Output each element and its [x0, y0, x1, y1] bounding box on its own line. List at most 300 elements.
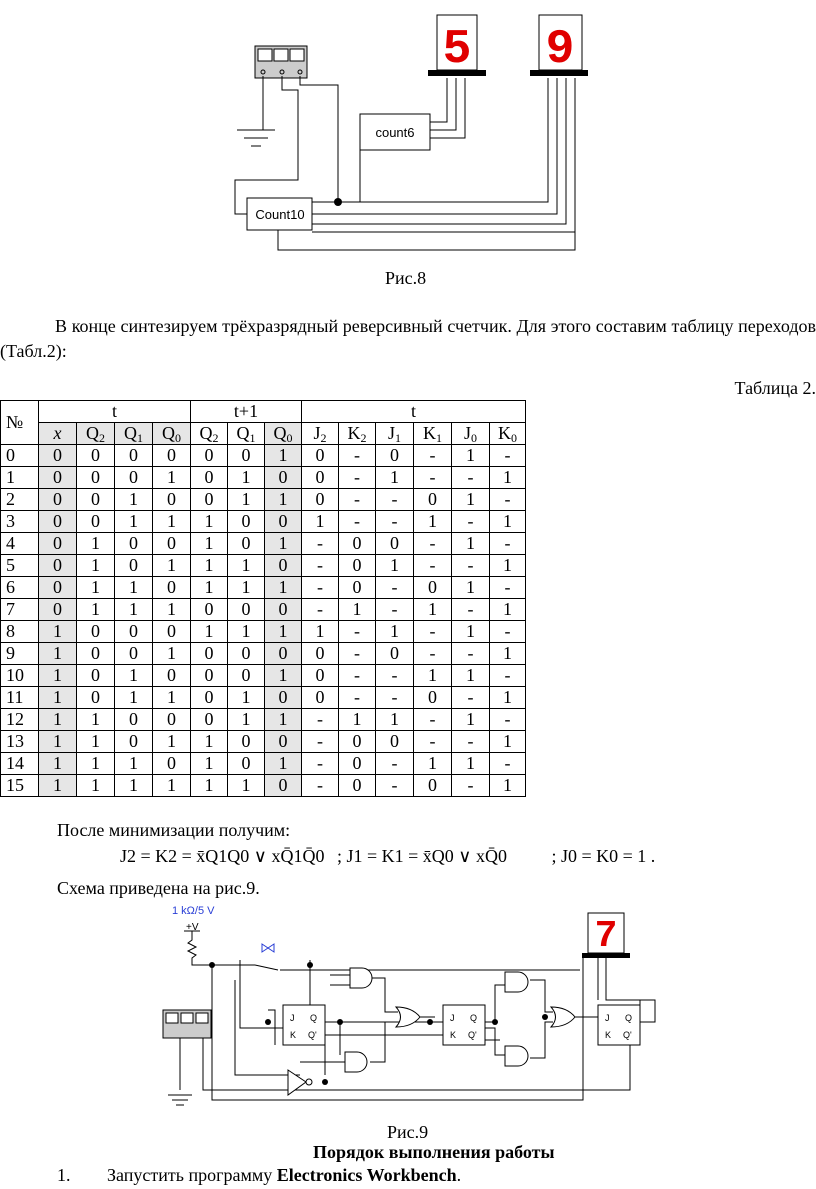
table-cell: - — [302, 555, 339, 577]
table-cell: 0 — [77, 445, 115, 467]
table-cell: 1 — [414, 665, 452, 687]
table-cell: 0 — [153, 665, 191, 687]
table-cell: 0 — [77, 467, 115, 489]
table-cell: 0 — [414, 775, 452, 797]
svg-text:Q': Q' — [308, 1030, 317, 1040]
subheader-cell: $Q_0$ — [265, 423, 302, 445]
table-row — [1, 643, 526, 665]
table-cell: 1 — [302, 621, 339, 643]
table-cell: 7 — [1, 599, 39, 621]
table-cell: 6 — [1, 577, 39, 599]
table-cell: 1 — [376, 555, 414, 577]
table-cell: 5 — [1, 555, 39, 577]
switch-icon — [262, 944, 274, 952]
table-cell: 1 — [265, 665, 302, 687]
subheader-cell: $K_0$ — [490, 423, 526, 445]
display-left-digit: 5 — [442, 23, 472, 77]
table-cell: 0 — [115, 731, 153, 753]
table-cell: - — [490, 621, 526, 643]
table-cell: 0 — [265, 599, 302, 621]
table-cell: 1 — [265, 621, 302, 643]
table-cell: 0 — [302, 665, 339, 687]
table-cell: 1 — [452, 621, 490, 643]
table-cell: 1 — [115, 775, 153, 797]
table-cell: - — [339, 467, 376, 489]
figure-8-caption: Рис.8 — [385, 268, 427, 288]
table-cell: 1 — [39, 753, 77, 775]
table-cell: 0 — [191, 445, 228, 467]
display-digit: 7 — [594, 915, 618, 958]
svg-text:Q': Q' — [468, 1030, 477, 1040]
table-cell: 0 — [339, 577, 376, 599]
table-cell: 3 — [1, 511, 39, 533]
table-cell: - — [376, 489, 414, 511]
table-cell: 1 — [77, 555, 115, 577]
table-cell: 1 — [191, 555, 228, 577]
table-row — [1, 665, 526, 687]
table-row — [1, 731, 526, 753]
table-cell: 0 — [153, 621, 191, 643]
table-cell: 0 — [115, 533, 153, 555]
table-cell: 1 — [265, 533, 302, 555]
table-cell: 1 — [77, 599, 115, 621]
table-cell: 1 — [153, 643, 191, 665]
table-cell: 0 — [228, 753, 265, 775]
table-cell: 1 — [153, 555, 191, 577]
table-cell: 1 — [490, 599, 526, 621]
table-row — [1, 489, 526, 511]
table-cell: 0 — [191, 709, 228, 731]
table-row — [1, 511, 526, 533]
generator-icon — [255, 46, 307, 78]
table-cell: 1 — [77, 753, 115, 775]
table-cell: 1 — [228, 489, 265, 511]
table-cell: 0 — [77, 687, 115, 709]
seven-segment-display — [582, 913, 630, 958]
table-cell: - — [376, 665, 414, 687]
table-cell: 0 — [153, 753, 191, 775]
table-cell: 11 — [1, 687, 39, 709]
transition-table — [0, 400, 526, 797]
table-cell: 1 — [265, 489, 302, 511]
table-cell: - — [302, 533, 339, 555]
subheader-cell: $Q_2$ — [77, 423, 115, 445]
table-cell: 0 — [191, 467, 228, 489]
table-cell: - — [339, 511, 376, 533]
table-cell: 1 — [452, 753, 490, 775]
after-minimization-text: После минимизации получим: — [57, 820, 291, 840]
seven-segment-display-left — [428, 15, 486, 77]
table-cell: 0 — [265, 467, 302, 489]
table-cell: 1 — [339, 599, 376, 621]
table-row — [1, 599, 526, 621]
table-cell: 0 — [302, 643, 339, 665]
table-row — [1, 753, 526, 775]
header-t1: t+1 — [191, 401, 302, 423]
table-cell: 1 — [191, 577, 228, 599]
table-cell: 0 — [228, 643, 265, 665]
table-cell: 0 — [77, 511, 115, 533]
table-cell: - — [414, 467, 452, 489]
table-cell: 0 — [302, 467, 339, 489]
table-cell: - — [339, 489, 376, 511]
table-cell: 1 — [228, 577, 265, 599]
table-cell: 1 — [452, 489, 490, 511]
step-1-number: 1. — [57, 1165, 71, 1185]
table-cell: - — [490, 577, 526, 599]
table-cell: 0 — [191, 599, 228, 621]
subheader-cell: $Q_2$ — [191, 423, 228, 445]
table-cell: 1 — [153, 467, 191, 489]
table-cell: 1 — [115, 753, 153, 775]
subheader-cell: $J_0$ — [452, 423, 490, 445]
table-cell: 4 — [1, 533, 39, 555]
table-cell: - — [339, 445, 376, 467]
svg-text:Q': Q' — [623, 1030, 632, 1040]
table-cell: 1 — [115, 599, 153, 621]
table-cell: 1 — [376, 467, 414, 489]
table-cell: 1 — [490, 467, 526, 489]
table-cell: - — [414, 621, 452, 643]
table-cell: - — [414, 709, 452, 731]
table-cell: - — [302, 753, 339, 775]
table-cell: - — [339, 687, 376, 709]
table-cell: 1 — [490, 511, 526, 533]
table-cell: 1 — [228, 775, 265, 797]
table-cell: - — [414, 555, 452, 577]
table-cell: 1 — [228, 621, 265, 643]
table-cell: 0 — [39, 467, 77, 489]
table-cell: 1 — [153, 731, 191, 753]
table-cell: 0 — [265, 555, 302, 577]
table-cell: 0 — [153, 577, 191, 599]
table-cell: 1 — [490, 643, 526, 665]
table-cell: 0 — [191, 665, 228, 687]
table-cell: 0 — [39, 555, 77, 577]
table-cell: 0 — [115, 621, 153, 643]
generator-icon — [163, 1010, 211, 1038]
table-cell: 9 — [1, 643, 39, 665]
display-right-digit: 9 — [545, 23, 575, 77]
table-cell: 0 — [339, 775, 376, 797]
svg-text:Q: Q — [310, 1013, 318, 1023]
table-cell: - — [452, 511, 490, 533]
source-label: 1 kΩ/5 V — [172, 905, 215, 917]
table-cell: 0 — [115, 445, 153, 467]
svg-text:J: J — [290, 1013, 295, 1023]
table-cell: 1 — [115, 577, 153, 599]
table-cell: - — [376, 753, 414, 775]
table-cell: 1 — [77, 731, 115, 753]
not-gate-icon — [288, 1070, 312, 1095]
table-cell: 1 — [191, 533, 228, 555]
table-cell: 1 — [39, 687, 77, 709]
table-cell: 1 — [115, 489, 153, 511]
table-cell: 1 — [490, 555, 526, 577]
table-cell: - — [302, 599, 339, 621]
table-cell: - — [376, 599, 414, 621]
table-cell: 0 — [376, 643, 414, 665]
table-cell: 10 — [1, 665, 39, 687]
table-cell: 1 — [490, 731, 526, 753]
figure-9-caption: Рис.9 — [387, 1122, 429, 1142]
table-row — [1, 621, 526, 643]
table-cell: 1 — [228, 555, 265, 577]
table-cell: 0 — [265, 511, 302, 533]
table-cell: 1 — [77, 577, 115, 599]
table-cell: - — [302, 731, 339, 753]
svg-text:K: K — [605, 1030, 612, 1040]
table-cell: 0 — [339, 555, 376, 577]
table-cell: - — [376, 775, 414, 797]
table-cell: 1 — [265, 577, 302, 599]
table-cell: 1 — [153, 511, 191, 533]
count10-label: Count10 — [255, 207, 305, 222]
table-cell: 0 — [228, 599, 265, 621]
header-number: № — [1, 401, 39, 445]
table-cell: - — [339, 621, 376, 643]
table-cell: 0 — [302, 445, 339, 467]
table-cell: 0 — [1, 445, 39, 467]
table-cell: 0 — [265, 731, 302, 753]
table-cell: 0 — [39, 577, 77, 599]
table-cell: 1 — [490, 775, 526, 797]
subheader-cell: $Q_1$ — [228, 423, 265, 445]
table-cell: 1 — [191, 731, 228, 753]
table-cell: - — [302, 775, 339, 797]
table-cell: - — [452, 467, 490, 489]
table-cell: 1 — [39, 731, 77, 753]
table-cell: 8 — [1, 621, 39, 643]
header-t-outputs: t — [302, 401, 526, 423]
table-cell: 1 — [265, 445, 302, 467]
table-cell: 0 — [39, 533, 77, 555]
table-cell: 0 — [228, 665, 265, 687]
subheader-cell: $K_1$ — [414, 423, 452, 445]
table-cell: 1 — [153, 687, 191, 709]
table-cell: 1 — [115, 665, 153, 687]
table-cell: 1 — [1, 467, 39, 489]
table-cell: 1 — [228, 687, 265, 709]
table-cell: 0 — [39, 489, 77, 511]
formula-line — [120, 846, 655, 867]
table-cell: 14 — [1, 753, 39, 775]
table-row — [1, 709, 526, 731]
table-cell: 1 — [414, 753, 452, 775]
table-cell: 1 — [302, 511, 339, 533]
table-cell: 1 — [77, 533, 115, 555]
svg-text:K: K — [450, 1030, 457, 1040]
svg-text:Q: Q — [470, 1013, 478, 1023]
table-cell: 0 — [414, 577, 452, 599]
table-row — [1, 577, 526, 599]
table-cell: 0 — [339, 731, 376, 753]
count6-label: count6 — [375, 125, 415, 140]
table-cell: - — [452, 731, 490, 753]
table-cell: 0 — [153, 489, 191, 511]
formula-part-2: ; J1 = K1 = x̄Q0 ∨ xQ̄0 — [336, 846, 507, 866]
table-cell: - — [452, 643, 490, 665]
table-cell: - — [490, 445, 526, 467]
table-cell: 1 — [39, 709, 77, 731]
table-row — [1, 467, 526, 489]
table-cell: - — [452, 687, 490, 709]
table-cell: 1 — [228, 709, 265, 731]
table-cell: 1 — [452, 533, 490, 555]
seven-segment-display-right — [530, 15, 588, 77]
table-cell: 0 — [339, 753, 376, 775]
ground-icon — [168, 1038, 192, 1105]
table-cell: 12 — [1, 709, 39, 731]
table-cell: 2 — [1, 489, 39, 511]
intro-paragraph: В конце синтезируем трёхразрядный реверсивный счетчик. Для этого составим таблицу переходов (Табл.2): — [0, 316, 816, 361]
table-cell: 0 — [115, 467, 153, 489]
table-cell: 1 — [228, 467, 265, 489]
table-cell: 1 — [414, 599, 452, 621]
svg-text:K: K — [290, 1030, 297, 1040]
subheader-cell: $J_1$ — [376, 423, 414, 445]
table-cell: 1 — [39, 775, 77, 797]
table-cell: 15 — [1, 775, 39, 797]
formula-part-1: J2 = K2 = x̄Q1Q0 ∨ xQ̄1Q̄0 — [120, 846, 325, 866]
table-row — [1, 687, 526, 709]
table-cell: - — [490, 533, 526, 555]
table-label: Таблица 2. — [734, 378, 816, 398]
table-row — [1, 445, 526, 467]
table-cell: 0 — [77, 665, 115, 687]
table-cell: 1 — [191, 753, 228, 775]
table-cell: - — [414, 445, 452, 467]
table-cell: 1 — [452, 665, 490, 687]
table-cell: 1 — [191, 511, 228, 533]
table-cell: 1 — [265, 709, 302, 731]
table-cell: - — [376, 511, 414, 533]
jk-flipflop-icon — [598, 1005, 640, 1045]
jk-flipflop-icon — [443, 1005, 485, 1045]
table-cell: - — [414, 533, 452, 555]
table-cell: 0 — [153, 445, 191, 467]
table-cell: 0 — [191, 643, 228, 665]
table-cell: 0 — [228, 533, 265, 555]
table-cell: 1 — [452, 445, 490, 467]
table-cell: 1 — [77, 709, 115, 731]
svg-text:Q: Q — [625, 1013, 633, 1023]
table-cell: 0 — [414, 489, 452, 511]
table-cell: 1 — [452, 709, 490, 731]
table-cell: - — [376, 687, 414, 709]
table-cell: 0 — [39, 599, 77, 621]
subheader-cell: $J_2$ — [302, 423, 339, 445]
table-cell: 0 — [265, 643, 302, 665]
table-cell: 0 — [39, 445, 77, 467]
table-cell: - — [490, 709, 526, 731]
table-cell: 1 — [191, 775, 228, 797]
table-cell: 0 — [153, 533, 191, 555]
table-cell: 0 — [153, 709, 191, 731]
table-cell: 1 — [39, 665, 77, 687]
table-cell: - — [302, 577, 339, 599]
table-cell: 0 — [376, 445, 414, 467]
table-cell: 0 — [376, 731, 414, 753]
table-row — [1, 533, 526, 555]
table-cell: - — [452, 555, 490, 577]
table-cell: 1 — [414, 511, 452, 533]
table-cell: 0 — [265, 775, 302, 797]
step-1-end: . — [456, 1165, 462, 1185]
table-cell: 0 — [77, 643, 115, 665]
subheader-cell: x — [39, 423, 77, 445]
table-cell: 0 — [414, 687, 452, 709]
table-cell: 1 — [191, 621, 228, 643]
table-cell: 1 — [339, 709, 376, 731]
svg-text:J: J — [605, 1013, 610, 1023]
table-cell: - — [376, 577, 414, 599]
step-1-program: Electronics Workbench — [276, 1165, 457, 1185]
figure-9-circuit — [0, 900, 816, 1120]
subheader-cell: $K_2$ — [339, 423, 376, 445]
table-cell: 0 — [191, 687, 228, 709]
table-cell: 1 — [376, 709, 414, 731]
formula-part-3: ; J0 = K0 = 1 . — [551, 846, 656, 866]
vplus-label: +V — [186, 922, 199, 933]
table-row — [1, 775, 526, 797]
table-cell: 0 — [302, 687, 339, 709]
table-cell: - — [339, 665, 376, 687]
table-cell: 0 — [228, 445, 265, 467]
table-cell: - — [490, 753, 526, 775]
table-cell: 0 — [115, 555, 153, 577]
jk-flipflop-icon — [283, 1005, 325, 1045]
table-cell: 0 — [376, 533, 414, 555]
table-cell: 1 — [39, 621, 77, 643]
table-cell: 1 — [115, 511, 153, 533]
table-cell: 0 — [228, 731, 265, 753]
figure-8-circuit — [0, 0, 816, 300]
table-row — [1, 555, 526, 577]
svg-text:J: J — [450, 1013, 455, 1023]
table-cell: 1 — [376, 621, 414, 643]
table-cell: 1 — [115, 687, 153, 709]
table-cell: 1 — [265, 753, 302, 775]
and-gate-icon — [345, 968, 528, 1072]
table-cell: - — [452, 775, 490, 797]
table-cell: 0 — [39, 511, 77, 533]
table-cell: - — [452, 599, 490, 621]
subheader-cell: $Q_1$ — [115, 423, 153, 445]
section-title: Порядок выполнения работы — [313, 1142, 555, 1162]
step-1-text: Запустить программу — [107, 1165, 273, 1185]
ground-icon — [237, 76, 275, 146]
table-cell: - — [414, 643, 452, 665]
table-cell: 1 — [39, 643, 77, 665]
table-cell: 0 — [115, 643, 153, 665]
table-cell: - — [490, 489, 526, 511]
table-cell: - — [302, 709, 339, 731]
table-cell: 1 — [490, 687, 526, 709]
table-cell: 13 — [1, 731, 39, 753]
table-cell: 1 — [153, 775, 191, 797]
subheader-cell: $Q_0$ — [153, 423, 191, 445]
table-cell: 0 — [228, 511, 265, 533]
table-cell: 0 — [191, 489, 228, 511]
header-t: t — [39, 401, 191, 423]
table-cell: 0 — [265, 687, 302, 709]
scheme-text: Схема приведена на рис.9. — [57, 878, 260, 898]
table-cell: 0 — [302, 489, 339, 511]
table-cell: 1 — [153, 599, 191, 621]
table-cell: - — [490, 665, 526, 687]
table-cell: 0 — [77, 621, 115, 643]
